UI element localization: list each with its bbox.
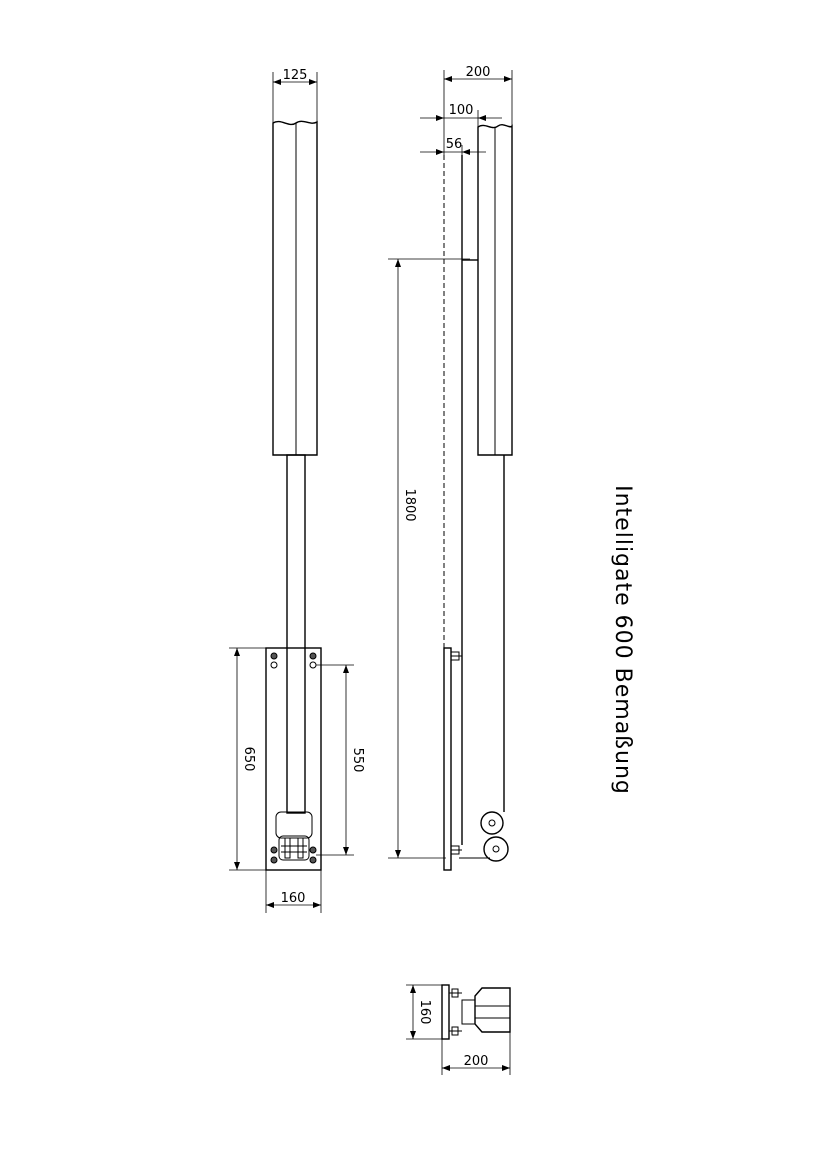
dim-front-125 bbox=[273, 68, 317, 123]
dim-label-top-200: 200 bbox=[463, 1054, 489, 1069]
dim-front-650 bbox=[229, 648, 268, 870]
drawing-title: Intelligate 600 Bemaßung bbox=[610, 485, 635, 795]
dim-label-top-160: 160 bbox=[417, 999, 432, 1025]
top-post bbox=[475, 988, 510, 1032]
side-roller-lower bbox=[484, 837, 508, 861]
dim-front-550 bbox=[316, 665, 365, 855]
dim-front-160 bbox=[266, 870, 321, 913]
dim-label-200: 200 bbox=[465, 65, 491, 80]
top-base-plate bbox=[442, 985, 449, 1039]
dim-label-650: 650 bbox=[241, 746, 256, 772]
side-view bbox=[444, 125, 512, 870]
dim-label-125: 125 bbox=[282, 68, 308, 83]
dim-top-160 bbox=[406, 985, 444, 1039]
top-view bbox=[442, 985, 510, 1039]
front-post-pad bbox=[273, 121, 317, 455]
dim-label-1800: 1800 bbox=[402, 488, 417, 522]
dim-label-100: 100 bbox=[448, 103, 474, 118]
front-base-plate bbox=[266, 648, 321, 870]
dim-side-56 bbox=[420, 137, 486, 155]
dim-label-160: 160 bbox=[280, 891, 306, 906]
dim-side-100 bbox=[420, 103, 502, 127]
dim-label-550: 550 bbox=[350, 747, 365, 773]
side-base-plate bbox=[444, 648, 451, 870]
dim-side-1800 bbox=[388, 259, 470, 858]
front-hinge bbox=[276, 812, 312, 838]
front-pole bbox=[287, 455, 305, 813]
front-view bbox=[266, 121, 321, 870]
dim-top-200 bbox=[442, 1032, 510, 1075]
dim-label-56: 56 bbox=[445, 137, 463, 152]
side-roller-upper bbox=[481, 812, 503, 834]
